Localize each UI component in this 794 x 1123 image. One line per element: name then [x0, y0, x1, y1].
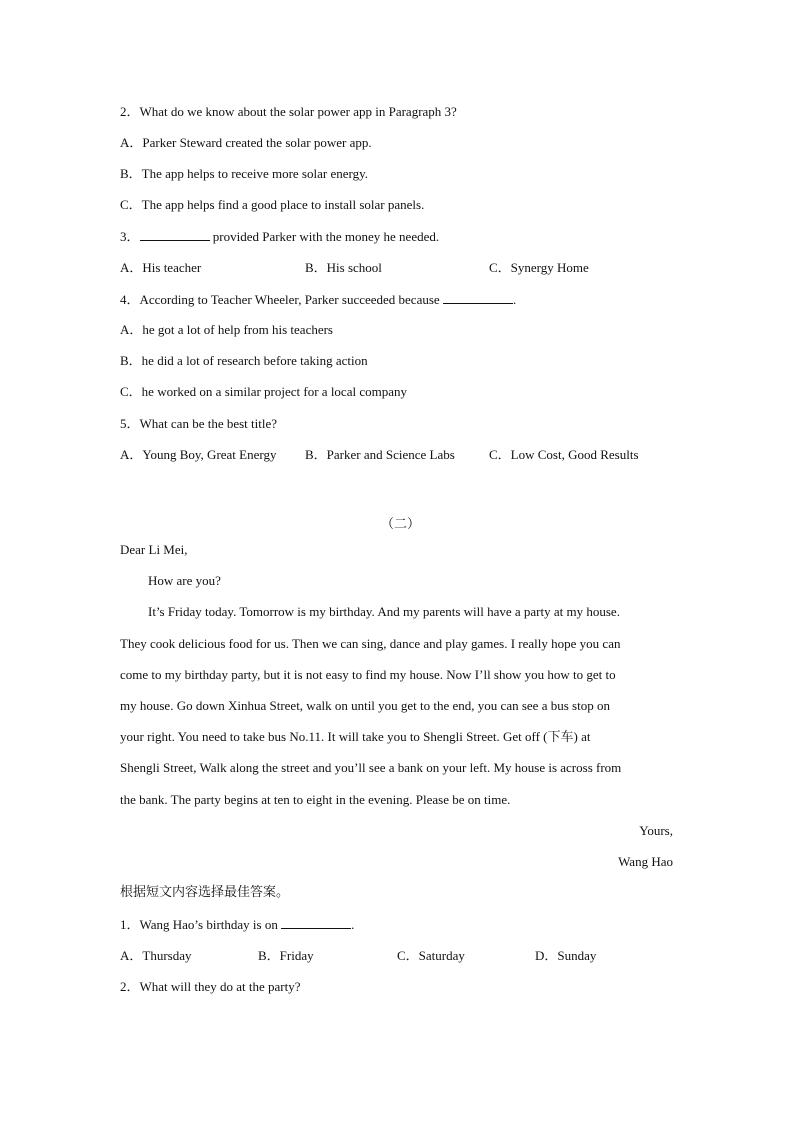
- question-4-option-c: C．he worked on a similar project for a local company: [120, 384, 407, 399]
- question-3-option-a: A．His teacher: [120, 260, 202, 275]
- part2-question-1: [120, 916, 354, 933]
- part2-question-1-option-d: D．Sunday: [535, 948, 597, 963]
- question-4-end: .: [512, 292, 517, 307]
- question-2: 2．What do we know about the solar power app in Paragraph 3?: [120, 104, 457, 119]
- part2-question-1-text: 1．Wang Hao’s birthday is on: [120, 917, 282, 932]
- letter-body-line: your right. You need to take bus No.11. It will take you to Shengli Street. Get off (下车) at: [120, 729, 591, 744]
- letter-body-line: They cook delicious food for us. Then we can sing, dance and play games. I really hope you can: [120, 636, 621, 651]
- question-3-option-c: C．Synergy Home: [489, 260, 589, 275]
- question-3-option-b: B．His school: [305, 260, 382, 275]
- letter-body-line: my house. Go down Xinhua Street, walk on until you get to the end, you can see a bus stop on: [120, 698, 610, 713]
- question-2-option-c: C．The app helps find a good place to install solar panels.: [120, 197, 425, 212]
- question-5-option-b: B．Parker and Science Labs: [305, 447, 455, 462]
- letter-closing: Yours,: [639, 823, 673, 838]
- letter-body-line: come to my birthday party, but it is not easy to find my house. Now I’ll show you how to get to: [120, 667, 616, 682]
- question-3: [120, 228, 439, 245]
- question-4-option-b: B．he did a lot of research before taking action: [120, 353, 368, 368]
- answer-blank: [140, 228, 210, 241]
- part2-question-1-option-a: A．Thursday: [120, 948, 192, 963]
- part2-question-2: 2．What will they do at the party?: [120, 979, 301, 994]
- question-4-option-a: A．he got a lot of help from his teachers: [120, 322, 333, 337]
- question-4-text: 4．According to Teacher Wheeler, Parker succeeded because: [120, 292, 443, 307]
- letter-body-line: the bank. The party begins at ten to eight in the evening. Please be on time.: [120, 792, 511, 807]
- part2-question-1-end: .: [351, 917, 355, 932]
- question-3-number: 3．: [120, 229, 140, 244]
- section-title: （二）: [381, 516, 421, 531]
- letter-body-line: Shengli Street, Walk along the street and you’ll see a bank on your left. My house is across from: [120, 760, 622, 775]
- answer-blank: [281, 916, 351, 929]
- letter-salutation: Dear Li Mei,: [120, 542, 188, 557]
- question-5-option-a: A．Young Boy, Great Energy: [120, 447, 277, 462]
- part2-question-1-option-c: C．Saturday: [397, 948, 465, 963]
- question-5-option-c: C．Low Cost, Good Results: [489, 447, 639, 462]
- question-5: 5．What can be the best title?: [120, 416, 278, 431]
- part2-question-1-option-b: B．Friday: [258, 948, 314, 963]
- letter-greeting: How are you?: [148, 573, 221, 588]
- instruction-text: 根据短文内容选择最佳答案。: [120, 885, 290, 900]
- letter-signature: Wang Hao: [618, 854, 673, 869]
- question-3-text: provided Parker with the money he needed.: [209, 229, 440, 244]
- letter-body-line: It’s Friday today. Tomorrow is my birthday. And my parents will have a party at my house.: [148, 604, 620, 619]
- question-2-option-a: A．Parker Steward created the solar power app.: [120, 135, 372, 150]
- question-2-option-b: B．The app helps to receive more solar energy.: [120, 166, 368, 181]
- question-4: [120, 291, 516, 308]
- answer-blank: [443, 291, 513, 304]
